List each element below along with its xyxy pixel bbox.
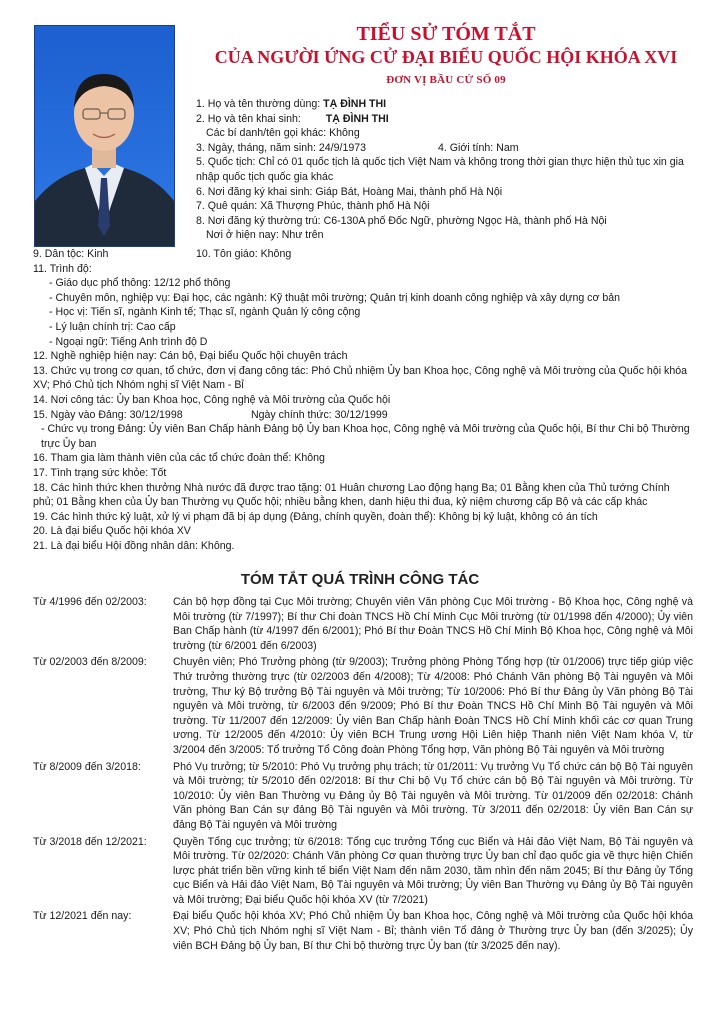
nationality: 5. Quốc tịch: Chỉ có 01 quốc tịch là quốc tịch Việt Nam và không trong thời gian thực hiện thủ tục xin gia nhập quốc tịch quốc gia khác bbox=[196, 156, 684, 183]
professional-qualification: - Chuyên môn, nghiệp vụ: Đại học, các ngành: Kỹ thuật môi trường; Quản trị kinh doanh công nghiệp và xây dựng cơ bản bbox=[49, 291, 621, 304]
personal-info-bottom bbox=[33, 247, 693, 553]
work-period: Từ 12/2021 đến nay: bbox=[33, 910, 132, 923]
political-theory: - Lý luận chính trị: Cao cấp bbox=[49, 320, 176, 333]
electoral-unit: ĐƠN VỊ BẦU CỬ SỐ 09 bbox=[386, 74, 506, 86]
workplace: 14. Nơi công tác: Ủy ban Khoa học, Công nghệ và Môi trường của Quốc hội bbox=[33, 393, 391, 406]
birth-registration: 6. Nơi đăng ký khai sinh: Giáp Bát, Hoàng Mai, thành phố Hà Nội bbox=[196, 185, 503, 198]
work-description: Đại biểu Quốc hội khóa XV; Phó Chủ nhiệm Ủy ban Khoa học, Công nghệ và Môi trường của Quốc hội khóa XV; Phó Chủ tịch Nhóm nghị sĩ Việt Nam - Bỉ; thành viên Tổ đảng ở Thường trực Ủy ban (đến 3/2025); Ủy viên BCH Đảng bộ Ủy ban, Bí thư Chi bộ thường trực Ủy ban (từ 3/2025 đến nay). bbox=[173, 910, 693, 952]
common-name: TẠ ĐÌNH THI bbox=[323, 98, 387, 110]
work-period: Từ 02/2003 đến 8/2009: bbox=[33, 656, 147, 669]
party-official-date: Ngày chính thức: 30/12/1999 bbox=[251, 408, 388, 421]
candidate-portrait bbox=[34, 25, 175, 247]
info-label: 1. Họ và tên thường dùng: bbox=[196, 98, 321, 110]
academic-degree: - Học vị: Tiến sĩ, ngành Kinh tế; Thạc sĩ, ngành Quản lý công cộng bbox=[49, 306, 361, 319]
gender: 4. Giới tính: Nam bbox=[438, 141, 519, 154]
birth-date: 3. Ngày, tháng, năm sinh: 24/9/1973 bbox=[196, 141, 367, 154]
discipline: 19. Các hình thức kỷ luật, xử lý vi phạm đã bị áp dụng (Đảng, chính quyền, đoàn thể): Không bị kỷ luật, không có án tích bbox=[33, 510, 598, 523]
work-period: Từ 8/2009 đến 3/2018: bbox=[33, 760, 141, 773]
alias: Các bí danh/tên gọi khác: Không bbox=[206, 127, 360, 140]
work-description: Phó Vụ trưởng; từ 5/2010: Phó Vụ trưởng phụ trách; từ 01/2011: Vụ trưởng Vụ Tổ chức cán bộ Bộ Tài nguyên và Môi trường; từ 5/2010 đến 02/2018: Bí thư Chi bộ Vụ Tổ chức cán bộ Bộ Tài nguyên và Môi trường. Từ 10/2010: Ủy viên Ban Thường vụ Đảng ủy Bộ Tài nguyên và Môi trường. Từ 01/2009 đến 02/2018: Chánh Văn phòng Ban Cán sự đảng Bộ Tài nguyên và Môi trường. Từ 3/2011 đến 02/2018: Ủy viên Ban Cán sự đảng Bộ Tài nguyên và Môi trường bbox=[173, 760, 693, 831]
work-item bbox=[33, 909, 693, 953]
work-description: Quyền Tổng cục trưởng; từ 6/2018: Tổng cục trưởng Tổng cục Biển và Hải đảo Việt Nam, Bộ Tài nguyên và Môi trường. Từ 02/2020: Chánh Văn phòng Cơ quan thường trực Ủy ban chỉ đạo quốc gia về thực hiện Chiến lược phát triển bền vững kinh tế biển Việt Nam đến năm 2030, tầm nhìn đến năm 2045; Bí thư Đảng ủy Tổng cục Biển và Hải đảo Việt Nam, Bộ Tài nguyên và Môi trường; Ủy viên Ban Thường vụ Đảng ủy Bộ Tài nguyên và Môi trường; Đại biểu Quốc hội khóa XV (từ 7/2021) bbox=[173, 835, 693, 906]
current-residence: Nơi ở hiện nay: Như trên bbox=[206, 229, 324, 242]
work-item bbox=[33, 655, 693, 757]
work-item bbox=[33, 835, 693, 908]
info-row bbox=[196, 112, 708, 127]
info-row bbox=[33, 408, 693, 423]
hometown: 7. Quê quán: Xã Thượng Phúc, thành phố Hà Nội bbox=[196, 200, 430, 213]
page-title: TIỂU SỬ TÓM TẮT bbox=[356, 23, 536, 45]
ethnicity: 9. Dân tộc: Kinh bbox=[33, 248, 109, 260]
info-row bbox=[196, 141, 708, 156]
party-join-date: 15. Ngày vào Đảng: 30/12/1998 bbox=[33, 408, 183, 421]
work-description: Cán bộ hợp đồng tại Cục Môi trường; Chuyên viên Văn phòng Cục Môi trường - Bộ Khoa học, Công nghệ và Môi trường (từ 7/1997); Bí thư Chi đoàn TNCS Hồ Chí Minh Cục Môi trường (từ 01/1998 đến 4/2000); Ủy viên Ban Chấp hành (từ 4/1997 đến 6/2001); Phó Bí thư Đoàn TNCS Hồ Chí Minh Bộ Khoa học, Công nghệ và Môi trường (từ 6/2001 đến 6/2003) bbox=[173, 596, 693, 652]
work-item bbox=[33, 760, 693, 833]
info-row bbox=[196, 97, 708, 112]
birth-name: TẠ ĐÌNH THI bbox=[325, 112, 389, 125]
header bbox=[182, 22, 710, 86]
education-heading: 11. Trình độ: bbox=[33, 262, 92, 275]
awards: 18. Các hình thức khen thưởng Nhà nước đã được trao tặng: 01 Huân chương Lao động hạng Ba; 01 Bằng khen của Thủ tướng Chính phủ; 01 Bằng khen của Ủy ban Thường vụ Quốc hội; nhiều bằng khen, danh hiệu thi đua, kỷ niệm chương cấp Bộ và các cấp khác bbox=[33, 481, 670, 509]
permanent-residence: 8. Nơi đăng ký thường trú: C6-130A phố Đốc Ngữ, phường Ngọc Hà, thành phố Hà Nội bbox=[196, 214, 607, 227]
organizations: 16. Tham gia làm thành viên của các tổ chức đoàn thể: Không bbox=[33, 452, 325, 465]
peoples-council-delegate: 21. Là đại biểu Hội đồng nhân dân: Không. bbox=[33, 539, 235, 552]
work-description: Chuyên viên; Phó Trưởng phòng (từ 9/2003); Trưởng phòng Phòng Tổng hợp (từ 01/2006) trực tiếp giúp việc Thứ trưởng thường trực (từ 02/2003 đến 4/2008); Từ 4/2008: Phó Chánh Văn phòng Bộ Tài nguyên và Môi trường, Thư ký Bộ trưởng Bộ Tài nguyên và Môi trường; Từ 10/2006: Phó Bí thư Đảng ủy Văn phòng Bộ Tài nguyên và Môi trường, từ 6/2003 đến 9/2009; Phó Bí thư Đoàn TNCS Hồ Chí Minh Bộ Tài nguyên và Môi trường. Từ 11/2007 đến 12/2009: Ủy viên Ban Chấp hành Đoàn TNCS Hồ Chí Minh khối các cơ quan Trung ương. Từ 12/2005 đến 4/2010: Ủy viên BCH Trung ương Hội Liên hiệp Thanh niên Việt Nam khóa V, từ 3/2004 đến 3/2005: Tổ trưởng Tổ Công đoàn Phòng Tổng hợp, Văn phòng Bộ Tài nguyên và Môi trường bbox=[173, 656, 693, 756]
work-item bbox=[33, 595, 693, 653]
info-row bbox=[33, 247, 693, 262]
work-period: Từ 3/2018 đến 12/2021: bbox=[33, 835, 147, 848]
info-label: 2. Họ và tên khai sinh: bbox=[196, 112, 301, 125]
current-position: 13. Chức vụ trong cơ quan, tổ chức, đơn vị đang công tác: Phó Chủ nhiệm Ủy ban Khoa học, Công nghệ và Môi trường của Quốc hội khóa XV; Phó Chủ tịch Nhóm nghị sĩ Việt Nam - Bỉ bbox=[33, 364, 687, 392]
party-position: - Chức vụ trong Đảng: Ủy viên Ban Chấp hành Đảng bộ Ủy ban Khoa học, Công nghệ và Môi trường của Quốc hội, Bí thư Chi bộ Thường trực Ủy ban bbox=[41, 423, 690, 450]
personal-info-top bbox=[196, 97, 708, 243]
work-history-title: TÓM TẮT QUÁ TRÌNH CÔNG TÁC bbox=[240, 571, 480, 588]
foreign-language: - Ngoại ngữ: Tiếng Anh trình độ D bbox=[49, 335, 208, 348]
page-title-line2: CỦA NGƯỜI ỨNG CỬ ĐẠI BIỂU QUỐC HỘI KHÓA XVI bbox=[214, 47, 678, 67]
occupation: 12. Nghề nghiệp hiện nay: Cán bộ, Đại biểu Quốc hội chuyên trách bbox=[33, 350, 348, 363]
general-education: - Giáo dục phổ thông: 12/12 phổ thông bbox=[49, 277, 231, 290]
religion: 10. Tôn giáo: Không bbox=[196, 248, 292, 260]
work-period: Từ 4/1996 đến 02/2003: bbox=[33, 596, 147, 608]
national-assembly-delegate: 20. Là đại biểu Quốc hội khóa XV bbox=[33, 525, 191, 538]
work-history bbox=[33, 595, 693, 955]
health: 17. Tình trạng sức khỏe: Tốt bbox=[33, 466, 167, 479]
